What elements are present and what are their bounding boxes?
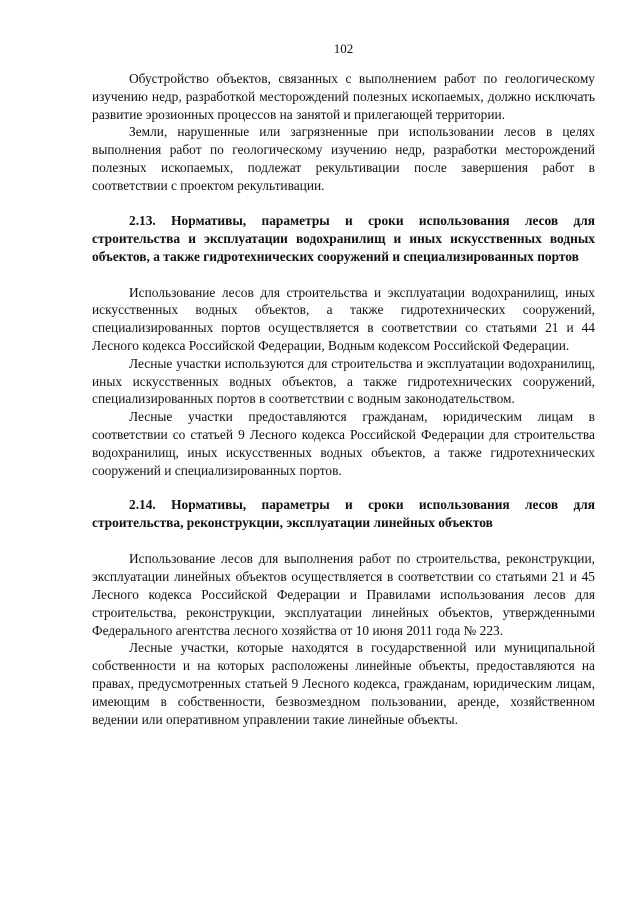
page-number: 102	[333, 41, 354, 56]
document-page	[92, 40, 595, 728]
paragraph: Использование лесов для строительства и эксплуатации водохранилищ, иных искусственных водных объектов, а также гидротехнических сооружений, специализированных портов осуществляется в соответствии со статьями 21 и 44 Лесного кодекса Российской Федерации, Водным кодексом Российской Федерации.	[92, 284, 595, 353]
paragraph: Использование лесов для выполнения работ по строительства, реконструкции, эксплуатации линейных объектов осуществляется в соответствии со статьями 21 и 45 Лесного кодекса Российской Федерации и Правилами использования лесов для строительства, реконструкции, эксплуатации линейных объектов, утвержденными Федерального агентства лесного хозяйства от 10 июня 2011 года № 223.	[92, 551, 595, 638]
paragraph: Лесные участки предоставляются гражданам, юридическим лицам в соответствии со статьей 9 Лесного кодекса Российской Федерации для строительства водохранилищ, иных искусственных водных объектов, а также гидротехнических сооружений и специализированных портов.	[92, 409, 595, 478]
paragraph: Обустройство объектов, связанных с выполнением работ по геологическому изучению недр, разработкой месторождений полезных ископаемых, должно исключать развитие эрозионных процессов на занятой и прилегающей территории.	[92, 71, 595, 122]
section-heading: 2.14. Нормативы, параметры и сроки использования лесов для строительства, реконструкции, эксплуатации линейных объектов	[92, 497, 595, 531]
paragraph: Земли, нарушенные или загрязненные при использовании лесов в целях выполнения работ по геологическому изучению недр, разработки месторождений полезных ископаемых, подлежат рекультивации после завершения работ в соответствии с проектом рекультивации.	[92, 124, 595, 193]
paragraph: Лесные участки используются для строительства и эксплуатации водохранилищ, иных искусственных водных объектов, а также гидротехнических сооружений, специализированных портов в соответствии с водным законодательством.	[92, 355, 595, 407]
paragraph: Лесные участки, которые находятся в государственной или муниципальной собственности и на которых расположены линейные объекты, предоставляются на правах, предусмотренных статьей 9 Лесного кодекса, гражданам, юридическим лицам, имеющим в собственности, безвозмездном пользовании, аренде, хозяйственном ведении или оперативном управлении такие линейные объекты.	[92, 640, 595, 727]
section-heading: 2.13. Нормативы, параметры и сроки использования лесов для строительства и эксплуатации водохранилищ и иных искусственных водных объектов, а также гидротехнических сооружений и специализированных портов	[92, 212, 595, 264]
